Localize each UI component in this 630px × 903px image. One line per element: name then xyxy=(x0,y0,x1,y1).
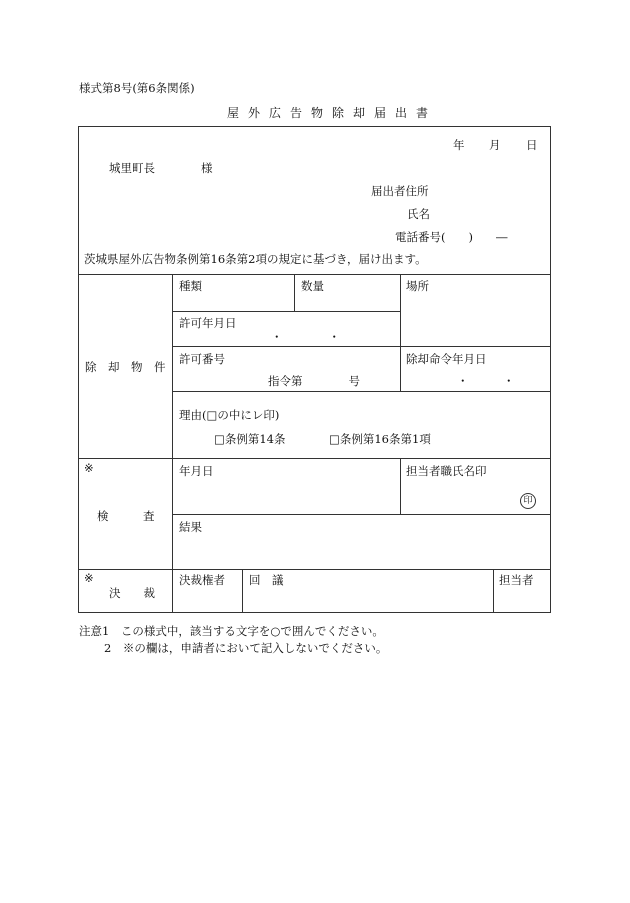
removal-section-label: 除 却 物 件 xyxy=(85,360,166,374)
divider xyxy=(79,569,550,570)
inspection-officer-label: 担当者職氏名印 xyxy=(406,464,487,478)
approval-review-label: 回 議 xyxy=(249,573,284,587)
reason-label: 理由(□の中にレ印) xyxy=(179,408,280,422)
inspection-label: 検 査 xyxy=(97,509,155,523)
divider xyxy=(79,458,550,459)
date-day-label: 日 xyxy=(526,138,538,152)
divider xyxy=(400,458,401,514)
reason-option-article-16-1[interactable]: □条例第16条第1項 xyxy=(329,432,431,446)
approval-authority-label: 決裁権者 xyxy=(179,573,225,587)
order-date-label: 除却命令年月日 xyxy=(406,352,487,366)
date-month-label: 月 xyxy=(489,138,501,152)
divider xyxy=(172,391,550,392)
divider xyxy=(242,569,243,612)
form-title: 屋外広告物除却届出書 xyxy=(227,106,438,120)
divider xyxy=(172,311,400,312)
seal-mark: 印 xyxy=(520,493,536,509)
approval-staff-label: 担当者 xyxy=(499,573,534,587)
approval-mark: ※ xyxy=(84,571,94,585)
legal-statement: 茨城県屋外広告物条例第16条第2項の規定に基づき，届け出ます。 xyxy=(84,252,427,266)
recipient: 城里町長 xyxy=(109,161,155,175)
divider xyxy=(172,274,173,612)
permit-number-value: 指令第 号 xyxy=(268,374,360,388)
removal-notification-form xyxy=(78,126,551,613)
order-date-dots: ・ ・ xyxy=(457,374,515,388)
divider xyxy=(400,274,401,391)
applicant-name-label: 氏名 xyxy=(407,207,430,221)
form-number: 様式第8号(第6条関係) xyxy=(79,81,195,95)
inspection-result-label: 結果 xyxy=(179,520,202,534)
recipient-honorific: 様 xyxy=(201,161,213,175)
note-2: 2 ※の欄は，申請者において記入しないでください。 xyxy=(104,641,388,655)
inspection-date-label: 年月日 xyxy=(179,464,214,478)
applicant-phone-label: 電話番号( ) ― xyxy=(395,230,508,244)
type-label: 種類 xyxy=(179,279,202,293)
approval-label: 決 裁 xyxy=(109,586,155,600)
note-1: 注意1 この様式中，該当する文字を○で囲んでください。 xyxy=(79,624,384,638)
divider xyxy=(172,514,550,515)
permit-date-label: 許可年月日 xyxy=(179,316,237,330)
quantity-label: 数量 xyxy=(301,279,324,293)
permit-date-dots: ・ ・ xyxy=(271,330,340,344)
location-label: 場所 xyxy=(406,279,429,293)
divider xyxy=(493,569,494,612)
date-year-label: 年 xyxy=(453,138,465,152)
inspection-mark: ※ xyxy=(84,461,94,475)
divider xyxy=(172,346,550,347)
permit-number-label: 許可番号 xyxy=(179,352,225,366)
applicant-address-label: 届出者住所 xyxy=(371,184,429,198)
divider xyxy=(294,274,295,311)
reason-option-article-14[interactable]: □条例第14条 xyxy=(214,432,286,446)
divider xyxy=(79,274,550,275)
